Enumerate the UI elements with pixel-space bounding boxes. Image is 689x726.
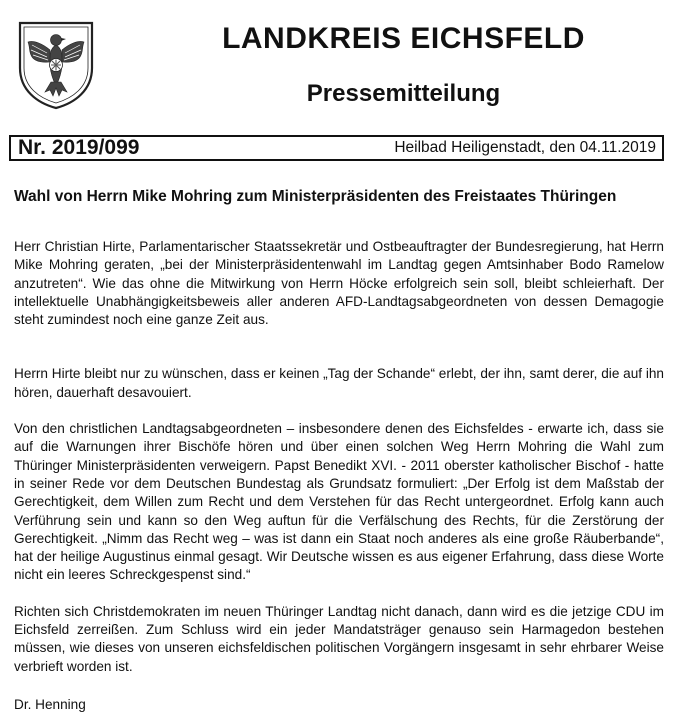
paragraph: Von den christlichen Landtagsabgeordneten – insbesondere denen des Eichsfeldes - erwarte ich, dass sie auf die Warnungen ihrer Bischöfe hören und über einen solchen Weg Herrn Mohring die Wahl zum Thüringer Ministerpräsidenten verweigern. Papst Benedikt XVI. - 2011 oberster katholischer Bischof - hatte in seiner Rede vor dem Deutschen Bundestag als Grundsatz formuliert: „Der Erfolg ist dem Maßstab der Gerechtigkeit, dem Willen zum Recht und dem Verstehen für das Recht untergeordnet. Erfolg kann auch Verführung sein und kann so den Weg auftun für die Verfälschung des Rechts, für die Zerstörung der Gerechtigkeit. „Nimm das Recht weg – was ist dann ein Staat noch anderes als eine große Räuberbande“, hat der heilige Augustinus einmal gesagt. Wir Deutsche wissen es aus eigener Erfahrung, dass diese Worte nicht ein leeres Schreckgespenst sind.“	[14, 421, 664, 583]
document-type: Pressemitteilung	[306, 80, 501, 107]
org-title: LANDKREIS EICHSFELD	[222, 22, 585, 55]
coat-of-arms-logo	[17, 20, 95, 110]
press-release-number-bar	[9, 135, 664, 161]
paragraph: Herrn Hirte bleibt nur zu wünschen, dass er keinen „Tag der Schande“ erlebt, der ihn, samt derer, die auf ihn hören, dauerhaft desavouiert.	[14, 366, 664, 400]
article-body	[14, 238, 664, 694]
press-release-number: Nr. 2019/099	[18, 136, 140, 159]
place-and-date: Heilbad Heiligenstadt, den 04.11.2019	[394, 139, 656, 156]
signature: Dr. Henning	[14, 697, 86, 712]
paragraph: Herr Christian Hirte, Parlamentarischer Staatssekretär und Ostbeauftragter der Bundesregierung, hat Herrn Mike Mohring geraten, „bei der Ministerpräsidentenwahl im Landtag gegen Amtsinhaber Bodo Ramelow anzutreten“. Wie das ohne die Mitwirkung von Herrn Höcke erfolgreich sein soll, bleibt schleierhaft. Der intellektuelle Unabhängigkeitsbeweis aller anderen AFD-Landtagsabgeordneten von dessen Demagogie steht zumindest noch eine ganze Zeit aus.	[14, 239, 664, 328]
paragraph: Richten sich Christdemokraten im neuen Thüringer Landtag nicht danach, dann wird es die jetzige CDU im Eichsfeld zerreißen. Zum Schluss wird ein jeder Mandatsträger genauso sein Harmagedon bestehen müssen, wie dieses von unseren eichsfeldischen politischen Vorgängern insgesamt in sehr ehrbarer Weise verbrieft worden ist.	[14, 603, 664, 674]
article-headline: Wahl von Herrn Mike Mohring zum Ministerpräsidenten des Freistaates Thüringen	[14, 188, 617, 205]
